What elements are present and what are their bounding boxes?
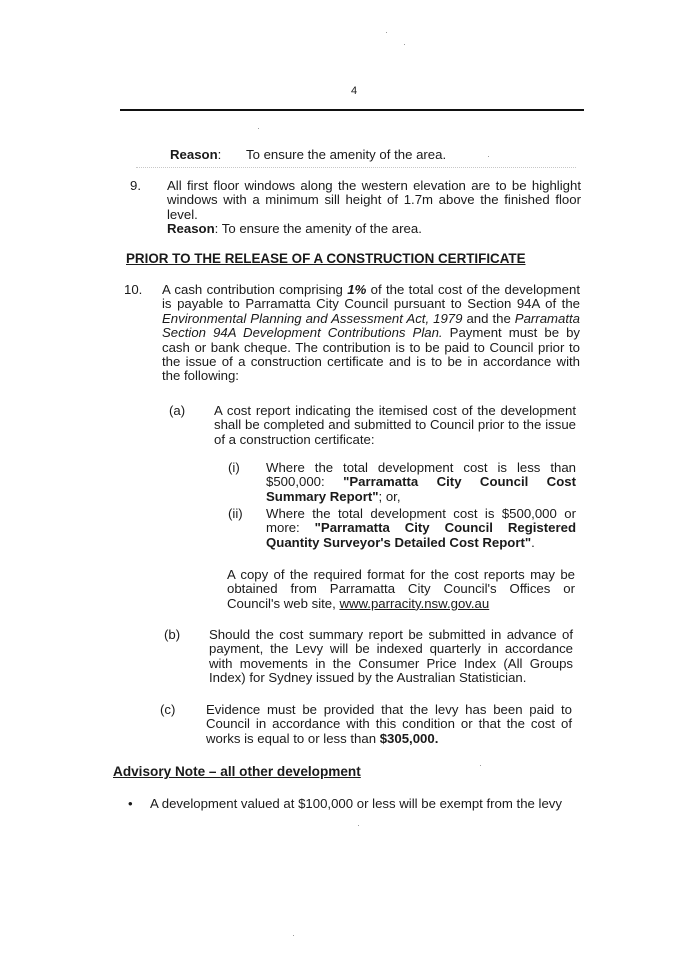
- section-heading: PRIOR TO THE RELEASE OF A CONSTRUCTION CERTIFICATE: [126, 251, 526, 266]
- item-c-bold: $305,000.: [379, 730, 439, 746]
- item-a-label: (a): [169, 403, 186, 418]
- condition-9-reason-text: : To ensure the amenity of the area.: [214, 221, 422, 236]
- item-c-text: [206, 703, 572, 746]
- advisory-heading: Advisory Note – all other development: [113, 764, 361, 779]
- c10-t4: Payment must be by cash or bank cheque. The contribution is to be paid to Council prior to the issue of a construction certificate and is to be in accordance with the following:: [162, 325, 580, 384]
- condition-9-number: 9.: [130, 178, 141, 193]
- scan-speck: [386, 32, 387, 33]
- scan-speck: [358, 825, 359, 826]
- item-a-sub-ii-text: [266, 507, 576, 550]
- c10-t3: and the: [462, 310, 515, 326]
- scan-artifact-dots: [136, 167, 576, 169]
- sub-i-bold: "Parramatta City Council Cost Summary Report": [266, 474, 576, 504]
- item-a-note: [227, 568, 575, 611]
- header-rule: [120, 109, 584, 111]
- sub-i-text: Where the total development cost is less than $500,000:: [266, 460, 576, 490]
- c10-t2: of the total cost of the development is payable to Parramatta City Council pursuant to Section 94A of the: [162, 282, 580, 312]
- sub-ii-text: Where the total development cost is $500,000 or more:: [266, 506, 576, 536]
- scan-speck: [293, 935, 294, 936]
- sub-ii-tail: .: [531, 534, 535, 550]
- item-b-label: (b): [164, 627, 181, 642]
- advisory-bullet-text: A development valued at $100,000 or less will be exempt from the levy: [150, 796, 562, 811]
- item-c-body: Evidence must be provided that the levy has been paid to Council in accordance with this condition or that the cost of works is equal to or less than: [206, 702, 572, 746]
- item-a-sub-i-text: [266, 461, 576, 504]
- scan-speck: [488, 156, 489, 157]
- page-number: 4: [350, 85, 358, 97]
- scan-speck: [404, 44, 405, 45]
- item-a-sub-i-label: (i): [228, 460, 240, 475]
- c10-t2-italic: Environmental Planning and Assessment Act, 1979: [162, 310, 463, 326]
- c10-t1-bold: 1%: [347, 282, 367, 297]
- condition-10-number: 10.: [124, 282, 143, 297]
- reason-top-text: To ensure the amenity of the area.: [246, 147, 447, 162]
- sub-i-tail: ; or,: [378, 488, 401, 504]
- advisory-bullet-icon: •: [128, 796, 133, 811]
- c10-t1: A cash contribution comprising: [162, 282, 348, 297]
- sub-ii-bold: "Parramatta City Council Registered Quantity Surveyor's Detailed Cost Report": [266, 520, 577, 550]
- item-a-text: A cost report indicating the itemised cost of the development shall be completed and submitted to Council prior to the issue of a construction certificate:: [214, 403, 576, 447]
- condition-9-reason-label: Reason: [167, 221, 215, 236]
- council-website-link[interactable]: www.parracity.nsw.gov.au: [339, 595, 490, 611]
- c10-t3-italic: Parramatta Section 94A Development Contributions Plan.: [162, 310, 581, 341]
- condition-9-reason: [167, 222, 581, 236]
- condition-9-text: All first floor windows along the western elevation are to be highlight windows with a minimum sill height of 1.7m above the finished floor level.: [167, 178, 581, 222]
- reason-label: Reason: [170, 147, 218, 162]
- item-a-sub-ii-label: (ii): [228, 506, 243, 521]
- condition-10-text: [162, 283, 580, 384]
- scan-speck: [480, 765, 481, 766]
- scan-speck: [258, 128, 259, 129]
- reason-colon: :: [217, 147, 222, 162]
- item-c-label: (c): [160, 702, 176, 717]
- item-a-note-text: A copy of the required format for the cost reports may be obtained from Parramatta City Council's Offices or Council's web site,: [227, 567, 575, 611]
- item-b-text: Should the cost summary report be submitted in advance of payment, the Levy will be indexed quarterly in accordance with movements in the Consumer Price Index (All Groups Index) for Sydney issued by the Australian Statistician.: [209, 627, 573, 686]
